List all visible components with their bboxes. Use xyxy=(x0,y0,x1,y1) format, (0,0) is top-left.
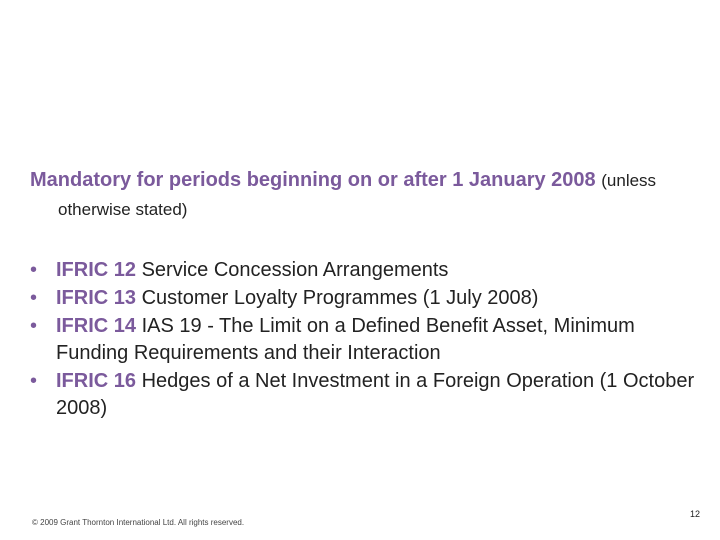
item-text: IAS 19 - The Limit on a Defined Benefit Asset, Minimum Funding Requirements and their Interaction xyxy=(56,315,635,364)
bullet-icon: • xyxy=(30,315,38,337)
bullet-icon: • xyxy=(30,370,38,392)
interpretation-list xyxy=(30,257,700,423)
slide-heading xyxy=(30,166,718,224)
item-code: IFRIC 13 xyxy=(56,287,137,309)
heading-note: (unless otherwise stated) xyxy=(58,171,657,219)
list-item xyxy=(30,313,700,367)
item-text: Service Concession Arrangements xyxy=(141,259,449,281)
item-code: IFRIC 16 xyxy=(56,370,137,392)
list-item xyxy=(30,285,700,312)
heading-text: Mandatory for periods beginning on or after 1 January 2008 xyxy=(30,169,596,191)
item-code: IFRIC 14 xyxy=(56,315,137,337)
bullet-icon: • xyxy=(30,287,38,309)
list-item xyxy=(30,368,700,422)
item-text: Hedges of a Net Investment in a Foreign Operation (1 October 2008) xyxy=(56,370,695,419)
list-item xyxy=(30,257,700,284)
copyright-footer: © 2009 Grant Thornton International Ltd. All rights reserved. xyxy=(32,518,245,527)
item-code: IFRIC 12 xyxy=(56,259,137,281)
bullet-icon: • xyxy=(30,259,38,281)
item-text: Customer Loyalty Programmes (1 July 2008) xyxy=(141,287,539,309)
page-number: 12 xyxy=(690,509,701,519)
